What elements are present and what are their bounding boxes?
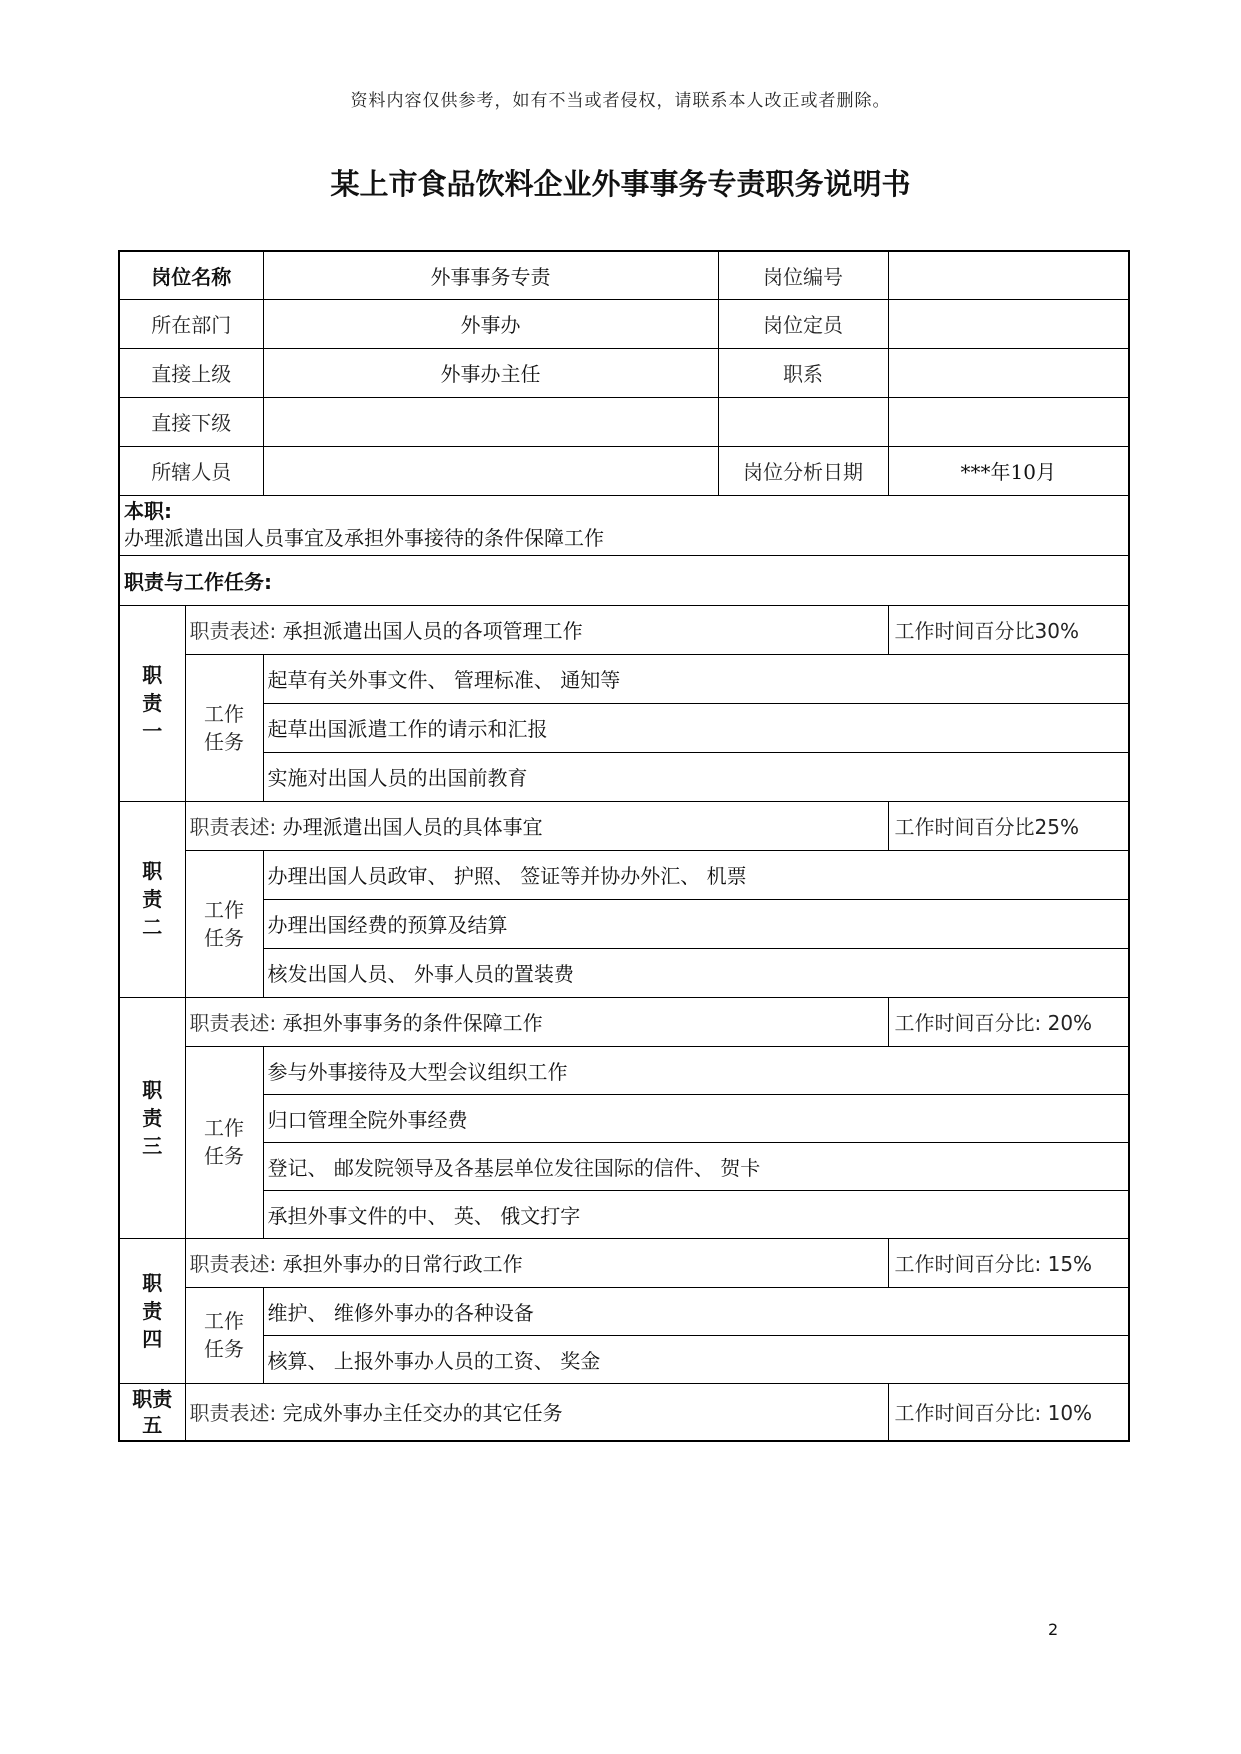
duty-5-desc: 职责表述: 完成外事办主任交办的其它任务 (185, 1383, 888, 1441)
duty-1-task-row (119, 752, 1129, 801)
job-family-value (888, 348, 1129, 397)
duty-4-label: 职 责 四 (119, 1238, 185, 1383)
analysis-date-label: 岗位分析日期 (718, 446, 888, 495)
job-family-label: 职系 (718, 348, 888, 397)
job-description-table (118, 250, 1130, 1442)
staff-value (263, 446, 718, 495)
main-duty-label: 本职: (124, 498, 172, 523)
duty-4-task-label: 工作 任务 (185, 1287, 263, 1383)
duty-5-pct: 工作时间百分比: 10% (888, 1383, 1129, 1441)
subordinate-label: 直接下级 (119, 397, 263, 446)
duty-3-task-row (119, 1142, 1129, 1190)
duty-3-task-row (119, 1190, 1129, 1238)
duties-heading: 职责与工作任务: (119, 555, 1129, 605)
duty-2-task-row (119, 899, 1129, 948)
duty-3-label: 职 责 三 (119, 997, 185, 1238)
duty-2-task-1: 办理出国人员政审、 护照、 签证等并协办外汇、 机票 (263, 850, 1129, 899)
info-row-superior (119, 348, 1129, 397)
duties-heading-row (119, 555, 1129, 605)
duty-2-task-row (119, 948, 1129, 997)
duty-4-desc: 职责表述: 承担外事办的日常行政工作 (185, 1238, 888, 1287)
duty-4-task-2: 核算、 上报外事办人员的工资、 奖金 (263, 1335, 1129, 1383)
duty-1-task-label: 工作 任务 (185, 654, 263, 801)
position-name-label: 岗位名称 (119, 251, 263, 299)
info-row-position (119, 251, 1129, 299)
duty-2-pct: 工作时间百分比25% (888, 801, 1129, 850)
headcount-value (888, 299, 1129, 348)
duty-4-pct: 工作时间百分比: 15% (888, 1238, 1129, 1287)
staff-label: 所辖人员 (119, 446, 263, 495)
headcount-label: 岗位定员 (718, 299, 888, 348)
duty-1-task-3: 实施对出国人员的出国前教育 (263, 752, 1129, 801)
duty-5-label: 职责 五 (119, 1383, 185, 1441)
duty-4-task-row (119, 1335, 1129, 1383)
duty-1-pct: 工作时间百分比30% (888, 605, 1129, 654)
duty-2-desc: 职责表述: 办理派遣出国人员的具体事宜 (185, 801, 888, 850)
duty-3-task-4: 承担外事文件的中、 英、 俄文打字 (263, 1190, 1129, 1238)
subordinate-empty-cell (718, 397, 888, 446)
duty-3-task-2: 归口管理全院外事经费 (263, 1094, 1129, 1142)
main-duty-cell (119, 495, 1129, 555)
main-duty-row (119, 495, 1129, 555)
duty-2-task-3: 核发出国人员、 外事人员的置装费 (263, 948, 1129, 997)
duty-1-desc-row (119, 605, 1129, 654)
duty-3-task-row (119, 1094, 1129, 1142)
department-label: 所在部门 (119, 299, 263, 348)
info-row-department (119, 299, 1129, 348)
duty-2-task-row (119, 850, 1129, 899)
duty-1-desc: 职责表述: 承担派遣出国人员的各项管理工作 (185, 605, 888, 654)
info-row-staff (119, 446, 1129, 495)
duty-1-task-2: 起草出国派遣工作的请示和汇报 (263, 703, 1129, 752)
duty-4-task-1: 维护、 维修外事办的各种设备 (263, 1287, 1129, 1335)
duty-3-task-3: 登记、 邮发院领导及各基层单位发往国际的信件、 贺卡 (263, 1142, 1129, 1190)
duty-3-desc-row (119, 997, 1129, 1046)
duty-1-label: 职 责 一 (119, 605, 185, 801)
duty-4-desc-row (119, 1238, 1129, 1287)
position-name-value: 外事事务专责 (263, 251, 718, 299)
analysis-date-value: ***年10月 (888, 446, 1129, 495)
position-code-value (888, 251, 1129, 299)
position-code-label: 岗位编号 (718, 251, 888, 299)
duty-1-task-row (119, 654, 1129, 703)
superior-label: 直接上级 (119, 348, 263, 397)
department-value: 外事办 (263, 299, 718, 348)
page-number: 2 (1048, 1620, 1059, 1639)
duty-3-pct: 工作时间百分比: 20% (888, 997, 1129, 1046)
main-duty-text: 办理派遣出国人员事宜及承担外事接待的条件保障工作 (124, 525, 604, 550)
duty-2-task-label: 工作 任务 (185, 850, 263, 997)
duty-3-desc: 职责表述: 承担外事事务的条件保障工作 (185, 997, 888, 1046)
duty-2-task-2: 办理出国经费的预算及结算 (263, 899, 1129, 948)
duty-2-label: 职 责 二 (119, 801, 185, 997)
duty-3-task-1: 参与外事接待及大型会议组织工作 (263, 1046, 1129, 1094)
duty-2-desc-row (119, 801, 1129, 850)
duty-4-task-row (119, 1287, 1129, 1335)
duty-1-task-1: 起草有关外事文件、 管理标准、 通知等 (263, 654, 1129, 703)
superior-value: 外事办主任 (263, 348, 718, 397)
duty-1-task-row (119, 703, 1129, 752)
duty-3-task-label: 工作 任务 (185, 1046, 263, 1238)
disclaimer-text: 资料内容仅供参考，如有不当或者侵权，请联系本人改正或者删除。 (350, 91, 891, 111)
subordinate-value (263, 397, 718, 446)
duty-3-task-row (119, 1046, 1129, 1094)
subordinate-empty-cell-2 (888, 397, 1129, 446)
duty-5-desc-row (119, 1383, 1129, 1441)
info-row-subordinate (119, 397, 1129, 446)
document-title: 某上市食品饮料企业外事事务专责职务说明书 (330, 167, 911, 201)
